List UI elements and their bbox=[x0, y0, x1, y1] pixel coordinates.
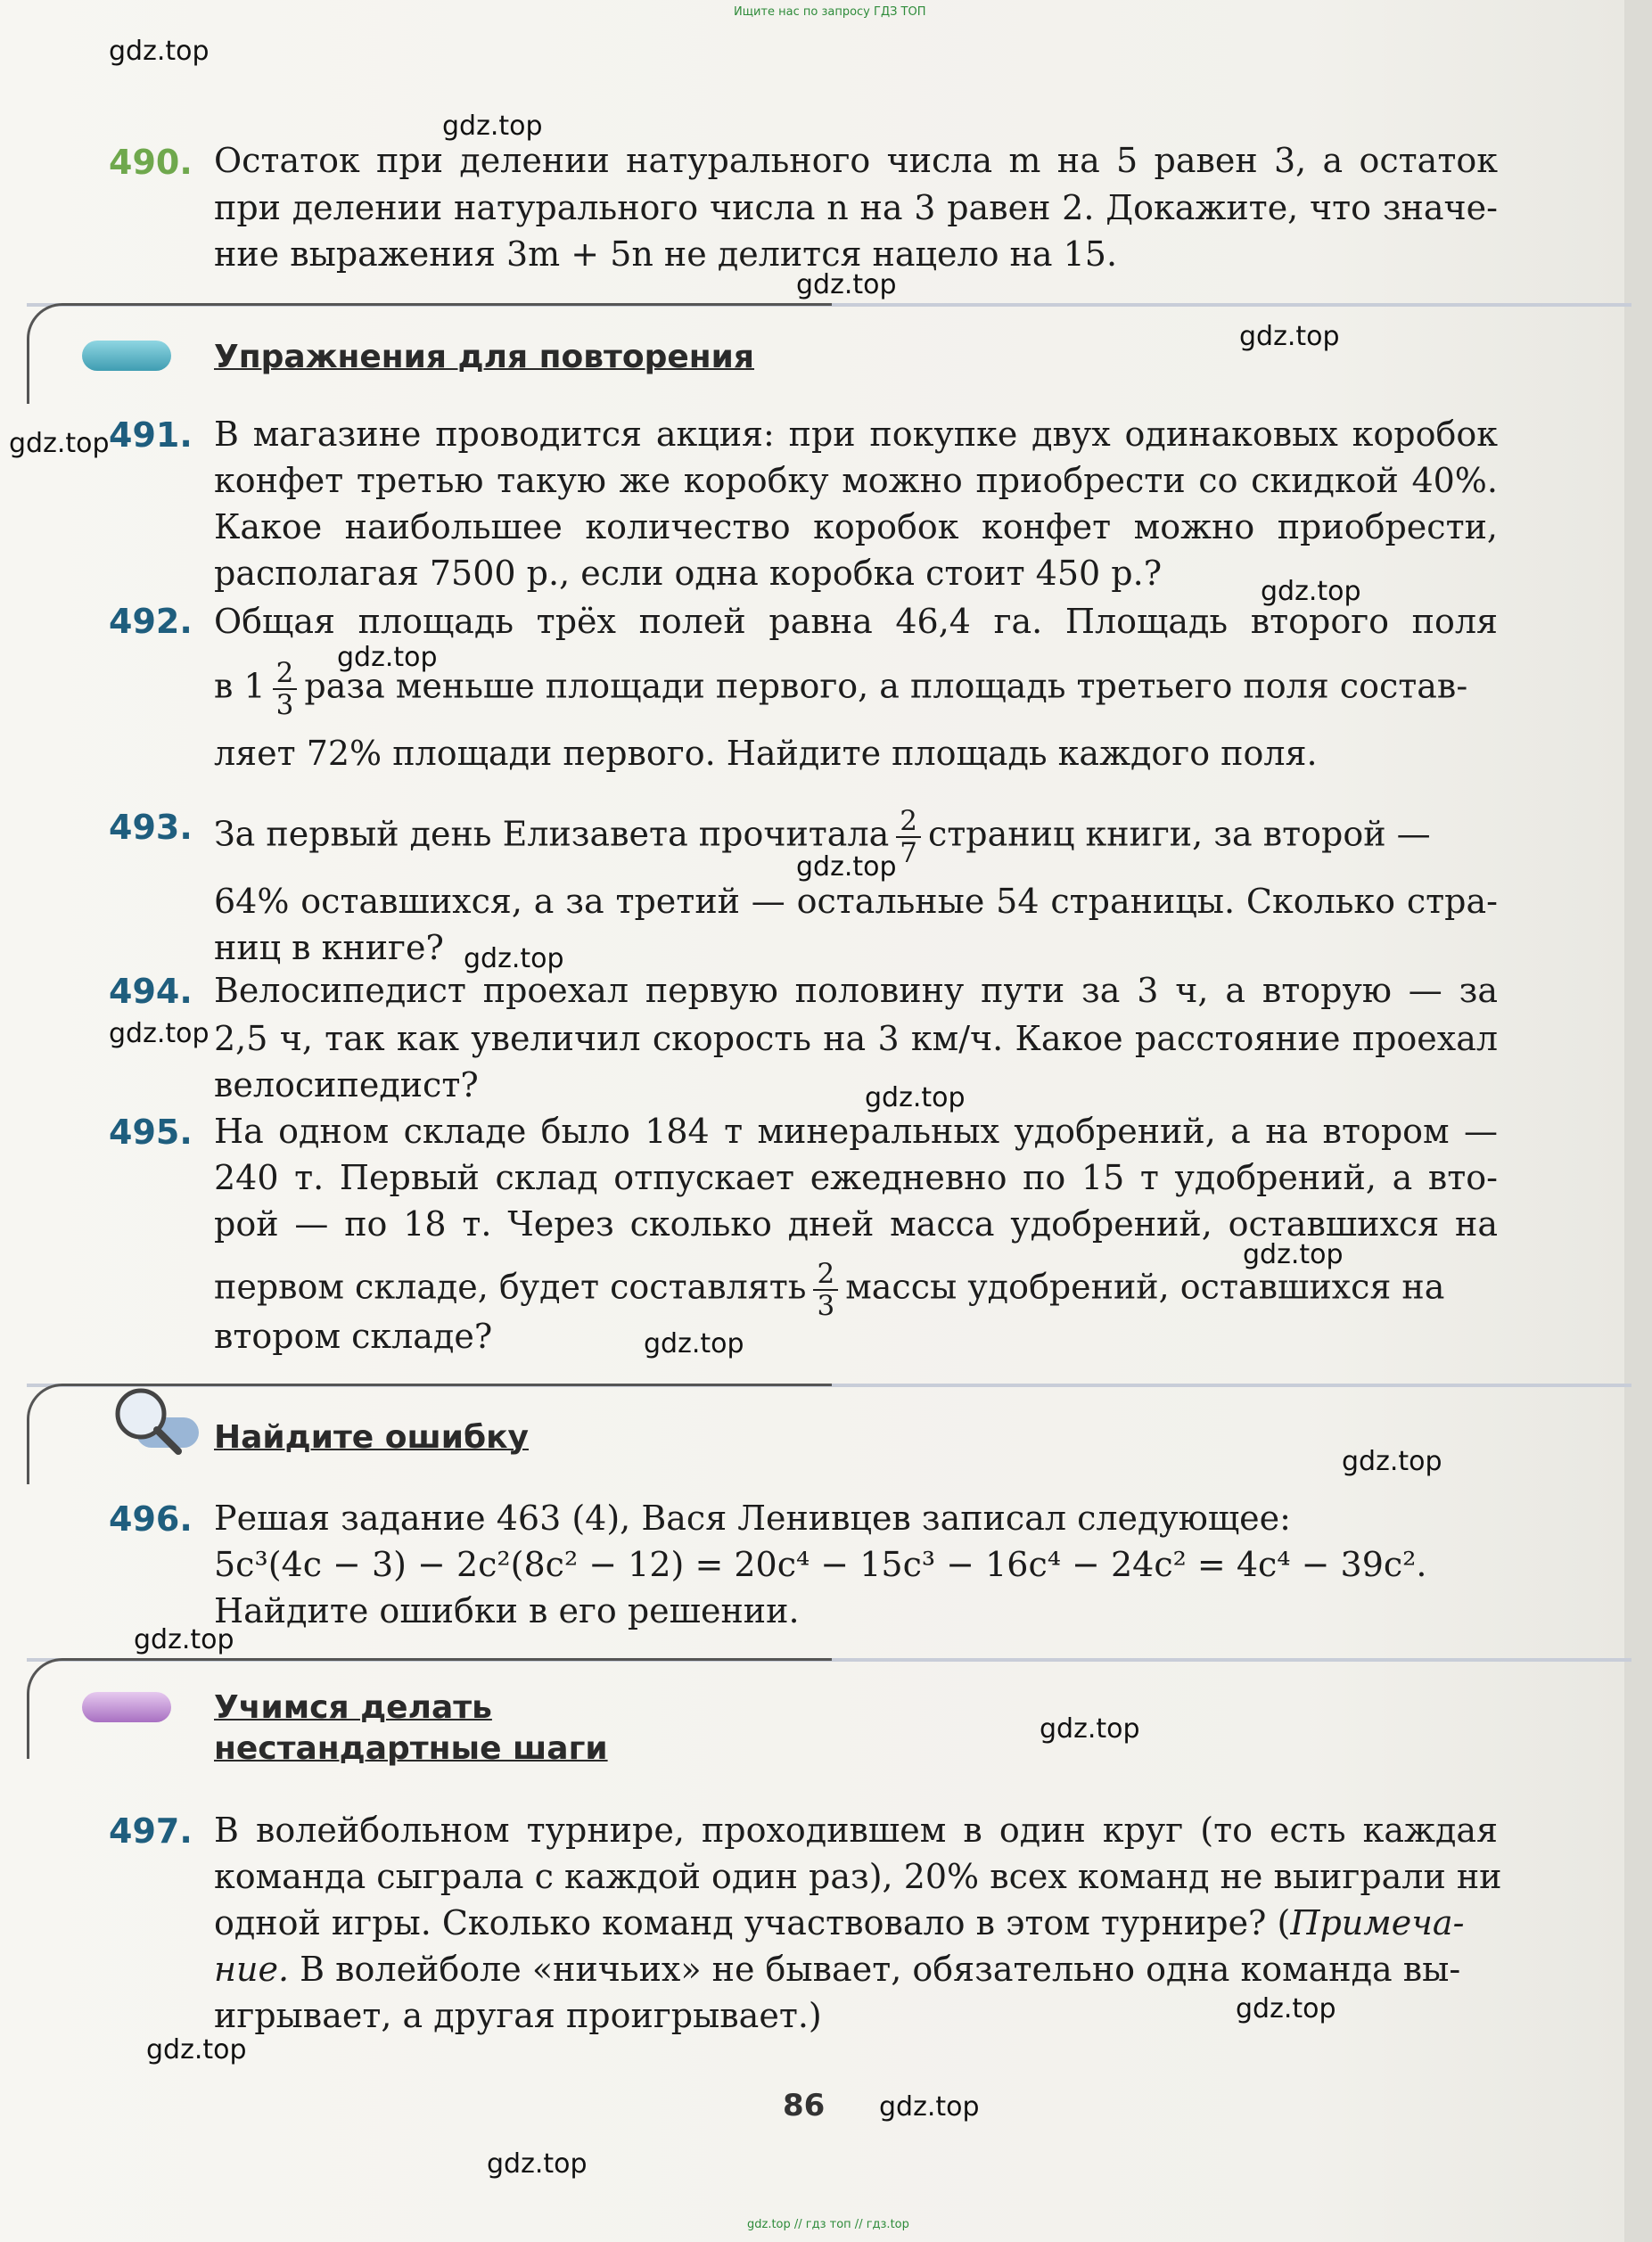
exercise-number: 492. bbox=[109, 602, 193, 641]
watermark: gdz.top bbox=[1261, 576, 1361, 607]
section-pill-icon bbox=[82, 1692, 171, 1722]
exercise-text: втором складе? bbox=[214, 1317, 493, 1356]
exercise-text: ляет 72% площади первого. Найдите площадь каждого поля. bbox=[214, 734, 1318, 773]
watermark: gdz.top bbox=[146, 2034, 247, 2065]
exercise-text: располагая 7500 р., если одна коробка стоит 450 р.? bbox=[214, 554, 1163, 593]
section-title: Найдите ошибку bbox=[214, 1419, 529, 1456]
watermark: gdz.top bbox=[337, 642, 438, 673]
equation: 5c³(4c − 3) − 2c²(8c² − 12) = 20c⁴ − 15c³ − 16c⁴ − 24c² = 4c⁴ − 39c². bbox=[214, 1545, 1427, 1584]
watermark: gdz.top bbox=[134, 1624, 234, 1655]
exercise-text: 64% оставшихся, а за третий — остальные 54 страницы. Сколько стра- bbox=[214, 882, 1498, 921]
watermark: gdz.top bbox=[109, 36, 210, 67]
exercise-number: 497. bbox=[109, 1811, 193, 1851]
section-pill-icon bbox=[82, 341, 171, 371]
exercise-text-line: ние. В волейболе «ничьих» не бывает, обязательно одна команда вы- bbox=[214, 1950, 1461, 1989]
watermark: gdz.top bbox=[1342, 1446, 1442, 1477]
exercise-number: 494. bbox=[109, 972, 193, 1011]
exercise-text-line: За первый день Елизавета прочитала $\frac{2}{7}$ страниц книги, за второй — bbox=[214, 805, 1431, 869]
exercise-text: Какое наибольшее количество коробок конфет можно приобрести, bbox=[214, 507, 1498, 546]
watermark: gdz.top bbox=[1239, 321, 1340, 352]
exercise-text: Велосипедист проехал первую половину пути за 3 ч, а вторую — за bbox=[214, 971, 1498, 1010]
section-title: Упражнения для повторения bbox=[214, 339, 755, 375]
watermark: gdz.top bbox=[865, 1082, 966, 1113]
exercise-text: Остаток при делении натурального числа m на 5 равен 3, а остаток bbox=[214, 141, 1498, 180]
fraction: $\frac{2}{7}$ bbox=[896, 806, 921, 868]
fraction: $\frac{2}{3}$ bbox=[273, 658, 298, 720]
exercise-text: В магазине проводится акция: при покупке двух одинаковых коробок bbox=[214, 415, 1498, 454]
section-title: нестандартные шаги bbox=[214, 1730, 608, 1767]
watermark: gdz.top bbox=[109, 1018, 210, 1049]
exercise-text: Решая задание 463 (4), Вася Ленивцев записал следующее: bbox=[214, 1499, 1291, 1538]
exercise-number: 496. bbox=[109, 1499, 193, 1539]
exercise-text-line: первом складе, будет составлять $\frac{2}{3}$ массы удобрений, оставшихся на bbox=[214, 1258, 1445, 1322]
exercise-number: 491. bbox=[109, 415, 193, 455]
watermark: gdz.top bbox=[879, 2091, 980, 2123]
exercise-text: велосипедист? bbox=[214, 1065, 479, 1105]
exercise-text: На одном складе было 184 т минеральных удобрений, а на втором — bbox=[214, 1112, 1498, 1151]
exercise-number: 490. bbox=[109, 143, 193, 182]
section-title: Учимся делать bbox=[214, 1689, 492, 1726]
exercise-text: Общая площадь трёх полей равна 46,4 га. Площадь второго поля bbox=[214, 602, 1498, 641]
watermark: gdz.top bbox=[464, 943, 564, 974]
watermark: gdz.top bbox=[796, 851, 897, 883]
watermark: gdz.top bbox=[9, 428, 110, 459]
exercise-text: конфет третью такую же коробку можно приобрести со скидкой 40%. bbox=[214, 461, 1498, 500]
watermark: gdz.top bbox=[796, 269, 897, 300]
exercise-text: команда сыграла с каждой один раз), 20% всех команд не выиграли ни bbox=[214, 1857, 1502, 1896]
exercise-text-line: в 1 $\frac{2}{3}$ раза меньше площади первого, а площадь третьего поля состав- bbox=[214, 657, 1468, 721]
exercise-number: 493. bbox=[109, 808, 193, 847]
exercise-text: ниц в книге? bbox=[214, 928, 444, 967]
watermark: gdz.top bbox=[487, 2148, 588, 2180]
exercise-text: игрывает, а другая проигрывает.) bbox=[214, 1996, 822, 2035]
exercise-text: 2,5 ч, так как увеличил скорость на 3 км/ч. Какое расстояние проехал bbox=[214, 1019, 1498, 1058]
exercise-number: 495. bbox=[109, 1113, 193, 1152]
exercise-text: ние выражения 3m + 5n не делится нацело на 15. bbox=[214, 234, 1118, 274]
exercise-text: при делении натурального числа n на 3 равен 2. Докажите, что значе- bbox=[214, 188, 1498, 227]
footer-note: gdz.top // гдз топ // гдз.top bbox=[747, 2218, 909, 2231]
watermark: gdz.top bbox=[1236, 1993, 1336, 2024]
watermark: gdz.top bbox=[442, 111, 543, 142]
watermark: gdz.top bbox=[644, 1328, 744, 1359]
exercise-text: 240 т. Первый склад отпускает ежедневно по 15 т удобрений, а вто- bbox=[214, 1158, 1498, 1197]
exercise-text: рой — по 18 т. Через сколько дней масса удобрений, оставшихся на bbox=[214, 1204, 1498, 1244]
exercise-text: Найдите ошибки в его решении. bbox=[214, 1591, 800, 1630]
page-edge bbox=[1624, 0, 1652, 2242]
exercise-text-line: одной игры. Сколько команд участвовало в этом турнире? (Примеча- bbox=[214, 1903, 1465, 1942]
exercise-text: В волейбольном турнире, проходившем в один круг (то есть каждая bbox=[214, 1811, 1498, 1850]
header-note: Ищите нас по запросу ГДЗ ТОП bbox=[734, 5, 926, 19]
magnifier-icon bbox=[105, 1380, 203, 1460]
watermark: gdz.top bbox=[1040, 1713, 1140, 1745]
page-number: 86 bbox=[783, 2088, 826, 2123]
watermark: gdz.top bbox=[1243, 1239, 1344, 1270]
fraction: $\frac{2}{3}$ bbox=[813, 1259, 838, 1321]
